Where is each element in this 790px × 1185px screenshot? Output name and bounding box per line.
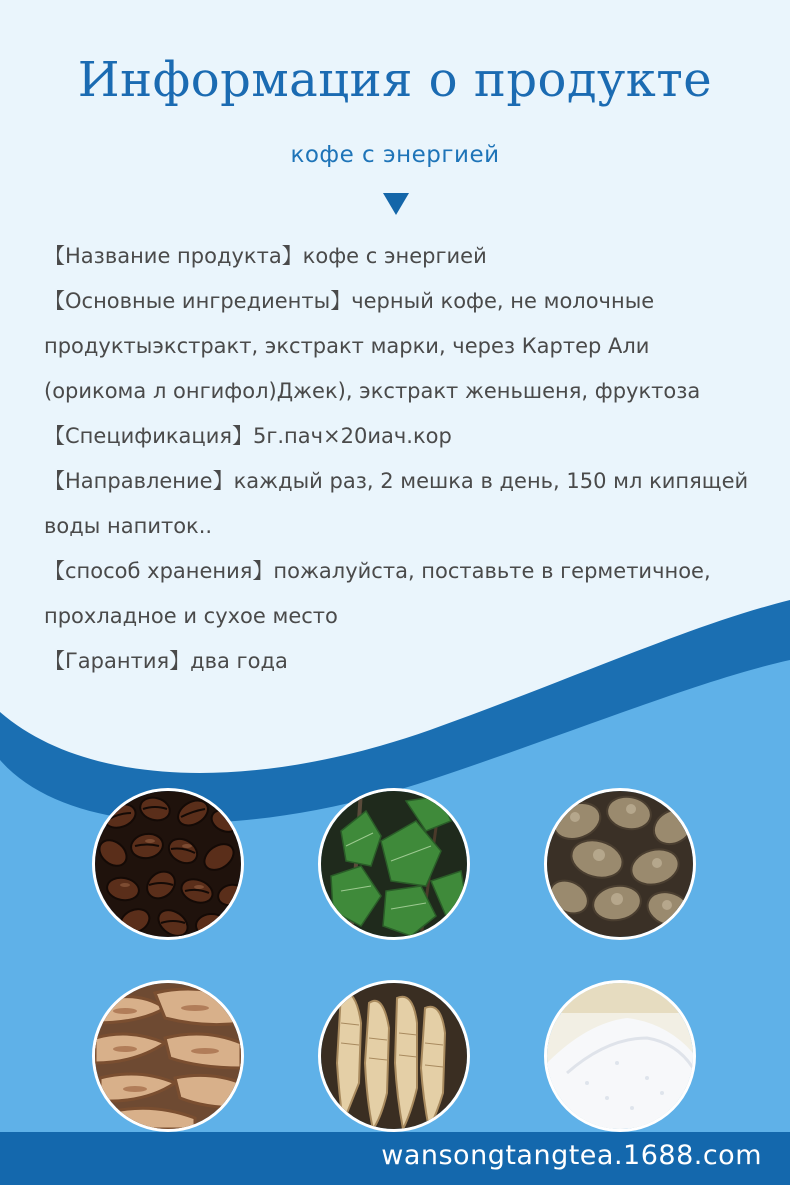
coffee-beans-image [92, 788, 244, 940]
powder-image [544, 980, 696, 1132]
info-line-storage: 【способ хранения】пожалуйста, поставьте в герметичное, [44, 559, 711, 583]
ginseng-image [318, 980, 470, 1132]
page-title: Информация о продукте [77, 52, 713, 108]
info-line-specification: 【Спецификация】5г.пач×20иач.кор [44, 424, 452, 448]
down-arrow-icon [383, 193, 409, 215]
footer-url[interactable]: wansongtangtea.1688.com [381, 1140, 762, 1171]
info-line-ingredients-cont-2: (орикома л онгифол)Джек), экстракт женьшеня, фруктоза [44, 379, 701, 403]
info-line-storage-cont: прохладное и сухое место [44, 604, 338, 628]
product-subtitle: кофе с энергией [290, 142, 500, 168]
product-info-list [44, 234, 764, 684]
info-line-direction: 【Направление】каждый раз, 2 мешка в день, 150 мл кипящей [44, 469, 749, 493]
footer-bar [0, 1132, 790, 1185]
bark-slices-image [92, 980, 244, 1132]
info-line-direction-cont: воды напиток.. [44, 514, 213, 538]
leaves-image [318, 788, 470, 940]
info-line-warranty: 【Гарантия】два года [44, 649, 288, 673]
dried-roots-image [544, 788, 696, 940]
info-line-ingredients: 【Основные ингредиенты】черный кофе, не молочные [44, 289, 655, 313]
info-line-ingredients-cont-1: продуктыэкстракт, экстракт марки, через Картер Али [44, 334, 650, 358]
info-line-name: 【Название продукта】кофе с энергией [44, 244, 487, 268]
